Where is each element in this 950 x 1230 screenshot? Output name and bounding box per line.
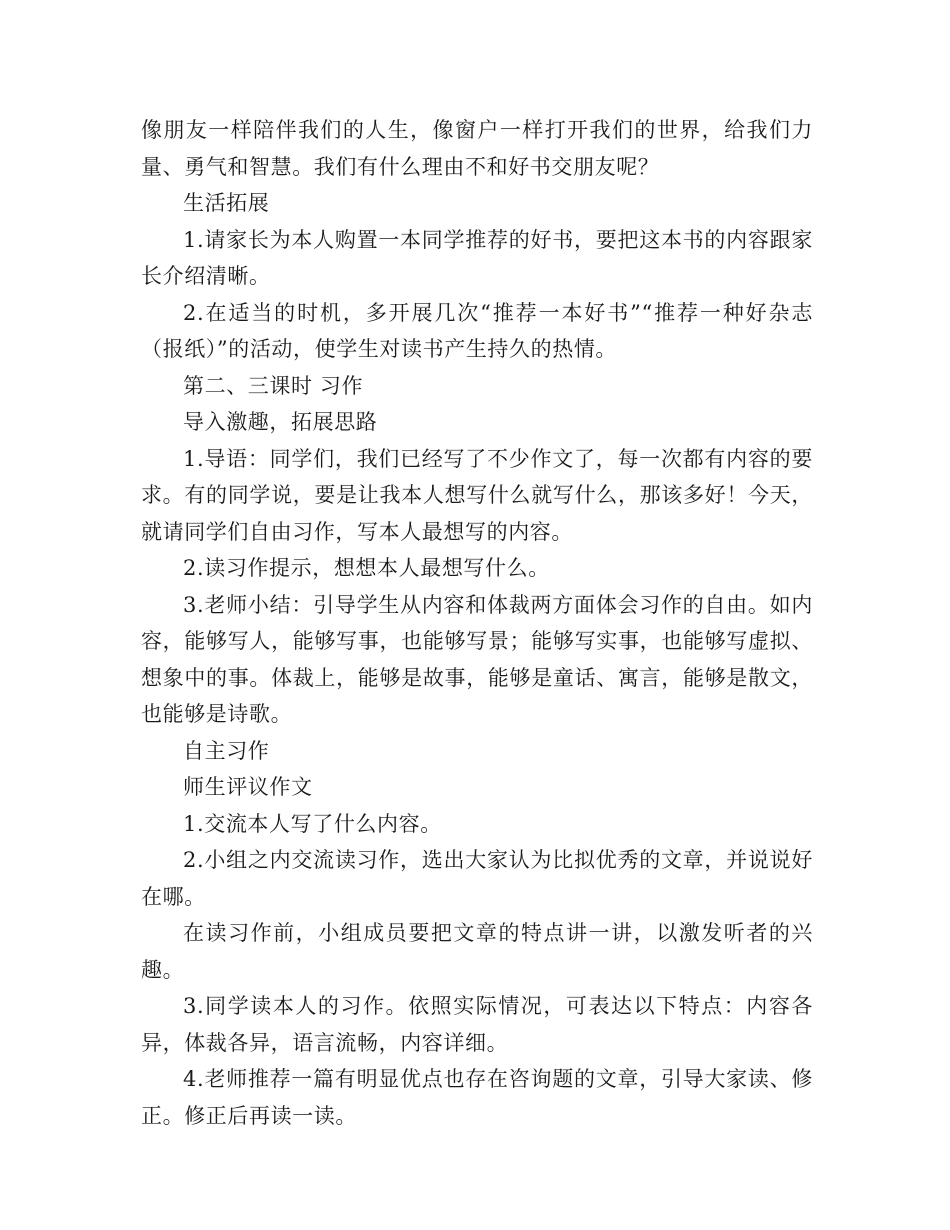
list-item-1: 1.导语：同学们，我们已经写了不少作文了，每一次都有内容的要求。有的同学说，要是让我本人想写什么就写什么，那该多好！今天，就请同学们自由习作，写本人最想写的内容。 bbox=[141, 446, 813, 544]
list-item-3: 3.同学读本人的习作。依照实际情况，可表达以下特点：内容各异，体裁各异，语言流畅，内容详细。 bbox=[141, 994, 813, 1055]
list-item-4: 4.老师推荐一篇有明显优点也存在咨询题的文章，引导大家读、修正。修正后再读一读。 bbox=[141, 1067, 813, 1128]
section-heading-intro: 导入激趣，拓展思路 bbox=[183, 410, 378, 434]
section-heading-self-writing: 自主习作 bbox=[183, 738, 270, 763]
list-item-2: 2.在适当的时机，多开展几次“推荐一本好书”“推荐一种好杂志（报纸）”的活动，使学生对读书产生持久的热情。 bbox=[141, 300, 813, 361]
section-heading-life-extension: 生活拓展 bbox=[183, 191, 270, 215]
lesson-heading: 第二、三课时 习作 bbox=[183, 373, 364, 398]
list-item-3: 3.老师小结：引导学生从内容和体裁两方面体会习作的自由。如内容，能够写人，能够写事，也能够写景；能够写实事，也能够写虚拟、想象中的事。体裁上，能够是故事，能够是童话、寓言，能够是散文，也能够是诗歌。 bbox=[141, 592, 813, 726]
paragraph-intro-continuation: 像朋友一样陪伴我们的人生，像窗户一样打开我们的世界，给我们力量、勇气和智慧。我们有什么理由不和好书交朋友呢？ bbox=[141, 118, 813, 179]
document-body bbox=[141, 112, 813, 1134]
list-item-2: 2.读习作提示，想想本人最想写什么。 bbox=[183, 556, 550, 580]
paragraph-note: 在读习作前，小组成员要把文章的特点讲一讲，以激发听者的兴趣。 bbox=[141, 921, 813, 982]
list-item-1: 1.交流本人写了什么内容。 bbox=[183, 811, 442, 836]
section-heading-review: 师生评议作文 bbox=[183, 775, 313, 799]
list-item-1: 1.请家长为本人购置一本同学推荐的好书，要把这本书的内容跟家长介绍清晰。 bbox=[141, 227, 813, 288]
list-item-2: 2.小组之内交流读习作，选出大家认为比拟优秀的文章，并说说好在哪。 bbox=[141, 848, 813, 909]
